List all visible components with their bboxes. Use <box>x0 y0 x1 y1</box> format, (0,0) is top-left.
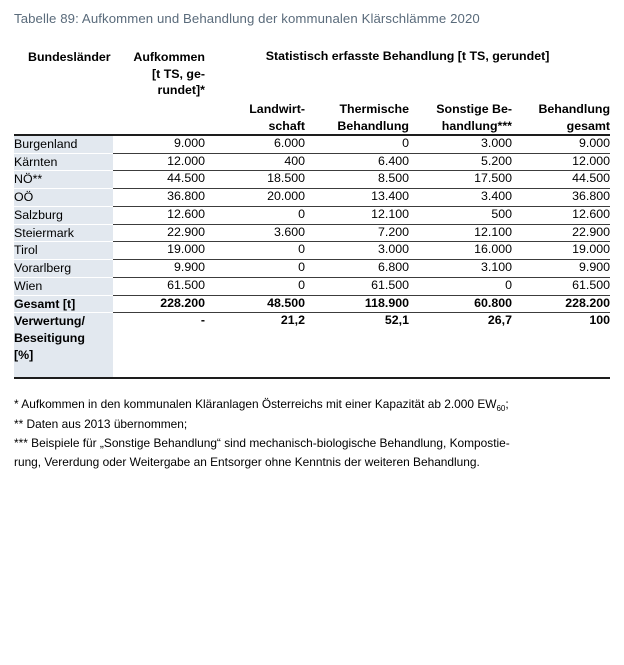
header-aufkommen-line2: [t TS, ge- <box>152 66 205 81</box>
cell-sonstige-percent: 26,7 <box>487 313 512 328</box>
cell-gesamt: 9.000 <box>512 135 610 153</box>
cell-thermische: 3.000 <box>305 242 409 260</box>
header-landwirtschaft <box>205 63 305 135</box>
cell-landwirtschaft: 0 <box>205 206 305 224</box>
header-thermische-line1: Thermische <box>339 102 409 117</box>
cell-gesamt: 12.000 <box>512 153 610 171</box>
cell-aufkommen: 36.800 <box>113 189 205 207</box>
footnote-1-text: * Aufkommen in den kommunalen Kläranlagen Österreichs mit einer Kapazität ab 2.000 EW <box>14 397 497 412</box>
cell-gesamt: 9.900 <box>512 260 610 278</box>
header-row-top <box>14 49 610 63</box>
cell-landwirtschaft-percent: 21,2 <box>280 313 305 328</box>
cell-aufkommen: 22.900 <box>113 224 205 242</box>
cell-aufkommen: 44.500 <box>113 171 205 189</box>
cell-landwirtschaft: 6.000 <box>205 135 305 153</box>
cell-sonstige: 0 <box>409 277 512 295</box>
cell-total-label: Gesamt [t] <box>14 295 113 313</box>
cell-thermische-percent: 52,1 <box>384 313 409 328</box>
cell-sonstige: 500 <box>409 206 512 224</box>
cell-thermische-total: 118.900 <box>305 295 409 313</box>
cell-gesamt: 44.500 <box>512 171 610 189</box>
cell-sonstige: 3.100 <box>409 260 512 278</box>
table-row <box>14 135 610 153</box>
header-thermische <box>305 63 409 135</box>
cell-aufkommen-percent: - <box>200 313 205 328</box>
cell-aufkommen: 12.000 <box>113 153 205 171</box>
table-body <box>14 135 610 378</box>
cell-landwirtschaft: 0 <box>205 242 305 260</box>
cell-aufkommen: 19.000 <box>113 242 205 260</box>
cell-landwirtschaft-total: 48.500 <box>205 295 305 313</box>
table-row <box>14 189 610 207</box>
cell-bundesland: Kärnten <box>14 153 113 171</box>
cell-percent-label-line: Verwertung/ <box>14 314 85 329</box>
cell-sonstige: 12.100 <box>409 224 512 242</box>
cell-bundesland: Wien <box>14 277 113 295</box>
footnote-1-subscript: 60 <box>496 404 506 414</box>
table-header <box>14 49 610 135</box>
cell-landwirtschaft: 0 <box>205 277 305 295</box>
header-bundeslaender: Bundesländer <box>28 50 111 65</box>
table-caption: Tabelle 89: Aufkommen und Behandlung der kommunalen Klärschlämme 2020 <box>14 11 480 26</box>
table-row <box>14 206 610 224</box>
cell-sonstige: 3.000 <box>409 135 512 153</box>
cell-landwirtschaft: 3.600 <box>205 224 305 242</box>
footnote-3-line1: *** Beispiele für „Sonstige Behandlung“ sind mechanisch-biologische Behandlung, Kompostie- <box>14 435 510 450</box>
cell-thermische: 61.500 <box>305 277 409 295</box>
cell-aufkommen: 12.600 <box>113 206 205 224</box>
cell-sonstige: 5.200 <box>409 153 512 171</box>
footnote-1 <box>14 395 610 413</box>
header-landwirtschaft-line1: Landwirt- <box>249 102 305 117</box>
cell-landwirtschaft: 400 <box>205 153 305 171</box>
cell-aufkommen: 9.900 <box>113 260 205 278</box>
cell-thermische: 6.800 <box>305 260 409 278</box>
footnotes <box>14 395 610 470</box>
cell-sonstige-total: 60.800 <box>409 295 512 313</box>
cell-aufkommen: 61.500 <box>113 277 205 295</box>
cell-percent-label <box>14 313 113 378</box>
cell-thermische: 6.400 <box>305 153 409 171</box>
cell-thermische: 0 <box>305 135 409 153</box>
cell-gesamt: 61.500 <box>512 277 610 295</box>
footnote-2: ** Daten aus 2013 übernommen; <box>14 416 188 431</box>
cell-bundesland: Salzburg <box>14 206 113 224</box>
cell-bundesland: Steiermark <box>14 224 113 242</box>
cell-gesamt: 22.900 <box>512 224 610 242</box>
header-landwirtschaft-line2: schaft <box>268 118 305 133</box>
table-row <box>14 260 610 278</box>
footnote-3-line2: rung, Vererdung oder Weitergabe an Entsorger ohne Kenntnis der weiteren Behandlung. <box>14 454 480 469</box>
header-aufkommen-line1: Aufkommen <box>133 50 205 65</box>
header-sonstige-line1: Sonstige Be- <box>436 102 512 117</box>
table-row <box>14 277 610 295</box>
cell-gesamt-percent: 100 <box>589 313 611 328</box>
footnote-1-suffix: ; <box>505 397 509 412</box>
header-gesamt-line2: gesamt <box>566 118 611 133</box>
cell-thermische: 8.500 <box>305 171 409 189</box>
header-thermische-line2: Behandlung <box>337 118 409 133</box>
cell-sonstige: 17.500 <box>409 171 512 189</box>
header-sonstige-line2: handlung*** <box>441 118 512 133</box>
table-row <box>14 171 610 189</box>
cell-landwirtschaft: 18.500 <box>205 171 305 189</box>
table-bottom-rule <box>14 377 610 379</box>
cell-aufkommen: 9.000 <box>113 135 205 153</box>
cell-gesamt-total: 228.200 <box>512 295 610 313</box>
cell-sonstige: 3.400 <box>409 189 512 207</box>
cell-thermische: 12.100 <box>305 206 409 224</box>
table-row <box>14 153 610 171</box>
cell-bundesland: NÖ** <box>14 171 113 189</box>
table-row <box>14 242 610 260</box>
header-aufkommen <box>113 49 205 135</box>
cell-bundesland: Vorarlberg <box>14 260 113 278</box>
cell-bundesland: OÖ <box>14 189 113 207</box>
cell-percent-label-line: [%] <box>14 347 34 362</box>
cell-thermische: 7.200 <box>305 224 409 242</box>
cell-gesamt: 19.000 <box>512 242 610 260</box>
cell-bundesland: Tirol <box>14 242 113 260</box>
header-sonstige <box>409 63 512 135</box>
cell-aufkommen-total: 228.200 <box>113 295 205 313</box>
cell-thermische: 13.400 <box>305 189 409 207</box>
cell-landwirtschaft: 20.000 <box>205 189 305 207</box>
cell-gesamt: 36.800 <box>512 189 610 207</box>
header-group-behandlung: Statistisch erfasste Behandlung [t TS, gerundet] <box>265 49 550 64</box>
table-row-percent <box>14 313 610 378</box>
header-gesamt-line1: Behandlung <box>538 102 611 117</box>
cell-percent-label-line: Beseitigung <box>14 330 85 345</box>
table-row <box>14 224 610 242</box>
cell-bundesland: Burgenland <box>14 135 113 153</box>
header-behandlung-gesamt <box>512 63 610 135</box>
sewage-sludge-table <box>14 49 610 377</box>
cell-landwirtschaft: 0 <box>205 260 305 278</box>
header-aufkommen-line3: rundet]* <box>157 82 205 97</box>
cell-sonstige: 16.000 <box>409 242 512 260</box>
cell-gesamt: 12.600 <box>512 206 610 224</box>
table-row-total <box>14 295 610 313</box>
